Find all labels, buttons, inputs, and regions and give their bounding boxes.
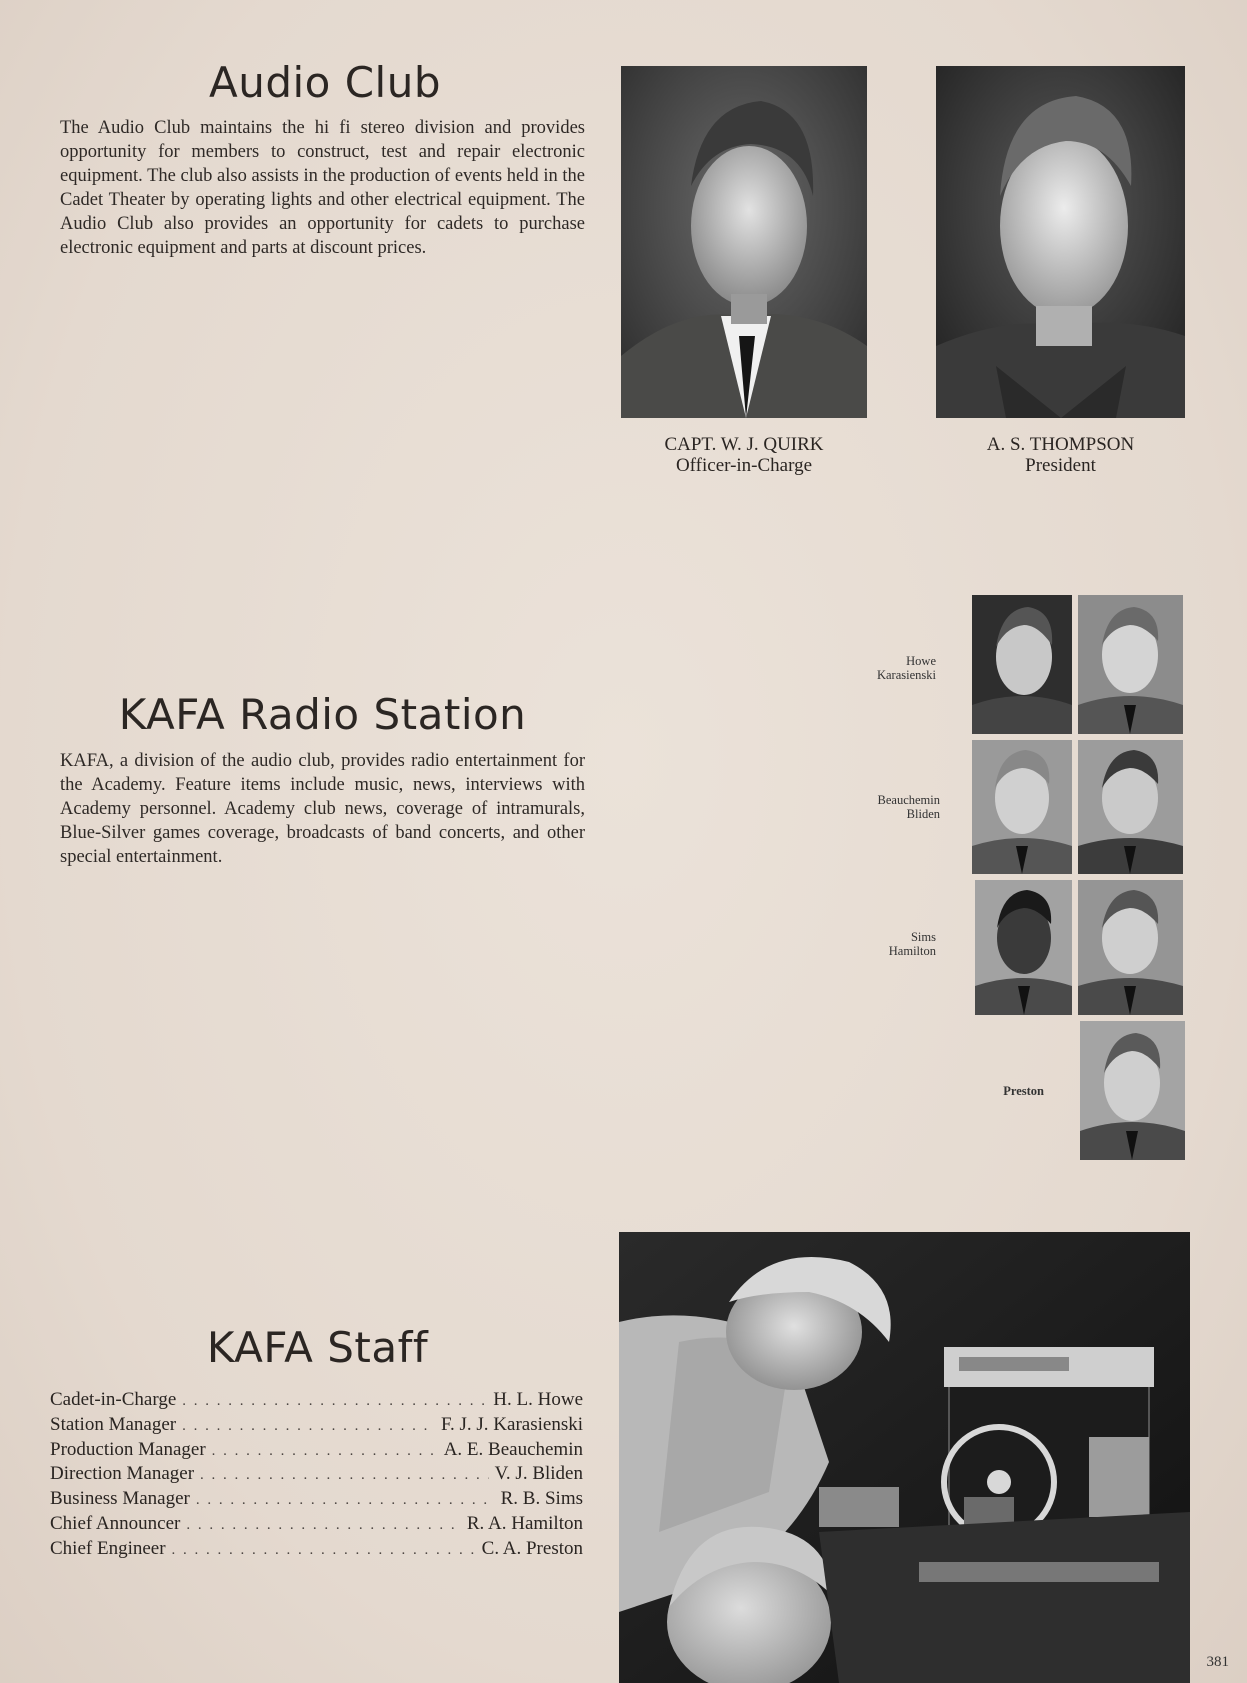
staff-entry <box>50 1413 583 1438</box>
staff-name: R. B. Sims <box>500 1488 583 1510</box>
caption-thompson <box>936 434 1185 476</box>
staff-position: Cadet-in-Charge <box>50 1389 177 1410</box>
name-hamilton: Hamilton <box>888 944 936 958</box>
name-preston: Preston <box>1003 1084 1044 1098</box>
staff-position: Station Manager <box>50 1413 177 1435</box>
portrait-names-row-3 <box>800 930 936 958</box>
name-bliden: Bliden <box>906 807 940 821</box>
staff-position: Production Manager <box>50 1438 206 1460</box>
staff-entry <box>50 1438 583 1463</box>
staff-name: C. A. Preston <box>481 1537 583 1559</box>
staff-position: Chief Engineer <box>50 1537 166 1559</box>
staff-entry <box>50 1537 583 1562</box>
photo-radio-equipment <box>619 1232 1190 1683</box>
portrait-howe <box>972 595 1072 734</box>
portrait-sims <box>975 880 1072 1015</box>
staff-entry <box>50 1388 583 1413</box>
radio-station-description: KAFA, a division of the audio club, provides radio entertainment for the Academy. Feature items include music, news, interviews with Academy personnel. Academy club news, coverage of intramurals, Blue-Silver games coverage, broadcasts of band concerts, and other special entertainment. <box>60 751 585 867</box>
staff-name: F. J. J. Karasienski <box>440 1413 583 1435</box>
portrait-names-row-1 <box>800 654 936 682</box>
officer-name: CAPT. W. J. QUIRK <box>664 434 824 455</box>
portrait-names-row-4 <box>960 1084 1044 1098</box>
officer-role: Officer-in-Charge <box>675 455 813 476</box>
staff-position: Chief Announcer <box>50 1512 181 1534</box>
officer-role: President <box>1025 455 1096 476</box>
staff-entry <box>50 1487 583 1512</box>
staff-title: KAFA Staff <box>206 1323 429 1372</box>
staff-name: R. A. Hamilton <box>466 1512 583 1534</box>
staff-entry <box>50 1512 583 1537</box>
portrait-hamilton <box>1078 880 1183 1015</box>
portrait-thompson <box>936 66 1185 418</box>
officer-name: A. S. THOMPSON <box>986 434 1135 455</box>
staff-position: Direction Manager <box>50 1463 195 1485</box>
name-beauchemin: Beauchemin <box>877 793 940 807</box>
staff-name: A. E. Beauchemin <box>443 1438 583 1460</box>
portrait-names-row-2 <box>800 793 940 821</box>
staff-name: V. J. Bliden <box>494 1463 583 1485</box>
portrait-beauchemin <box>972 740 1072 874</box>
name-sims: Sims <box>910 930 936 944</box>
staff-entry <box>50 1462 583 1487</box>
portrait-preston <box>1080 1021 1185 1160</box>
audio-club-description: The Audio Club maintains the hi fi stereo division and provides opportunity for members to construct, test and repair electronic equipment. The club also assists in the production of events held in the Cadet Theater by operating lights and other electrical equipment. The Audio Club also provides an opportunity for cadets to purchase electronic equipment and parts at discount prices. <box>60 118 585 258</box>
staff-name: H. L. Howe <box>493 1389 583 1410</box>
portrait-karasienski <box>1078 595 1183 734</box>
portrait-bliden <box>1078 740 1183 874</box>
radio-station-title: KAFA Radio Station <box>118 690 527 739</box>
caption-quirk <box>621 434 867 476</box>
name-karasienski: Karasienski <box>876 668 936 682</box>
page-number: 381 <box>1206 1654 1229 1670</box>
staff-position: Business Manager <box>50 1488 190 1510</box>
staff-list <box>50 1388 583 1562</box>
name-howe: Howe <box>906 654 936 668</box>
audio-club-title: Audio Club <box>208 58 441 107</box>
portrait-quirk <box>621 66 867 418</box>
